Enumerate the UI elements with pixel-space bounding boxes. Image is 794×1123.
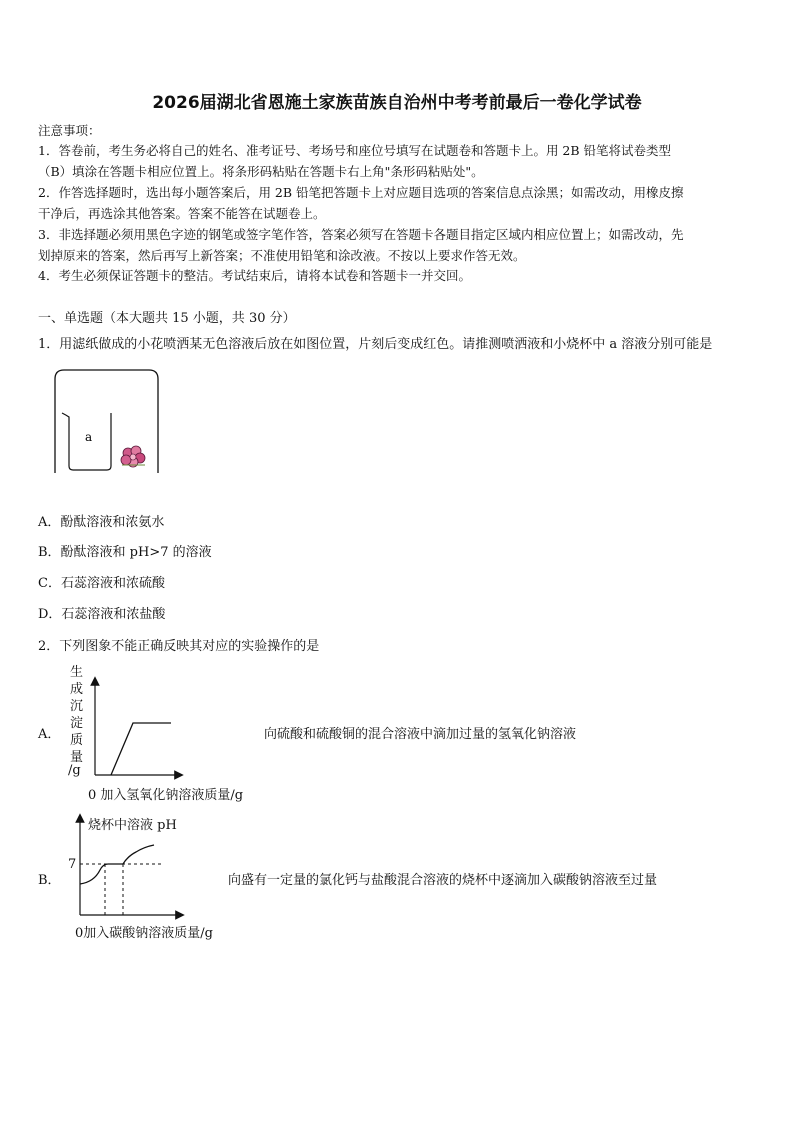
q2-b-xlabel: 0加入碳酸钠溶液质量/g	[75, 926, 213, 941]
notice-line: （B）填涂在答题卡相应位置上。将条形码粘贴在答题卡右上角"条形码粘贴处"。	[38, 164, 484, 179]
q1-option-d: D．石蕊溶液和浓盐酸	[38, 607, 166, 622]
ylabel-char: /g	[68, 763, 81, 778]
graph-a	[85, 675, 185, 780]
curve-a	[111, 723, 171, 775]
notice-heading: 注意事项：	[38, 123, 101, 138]
q1-option-c: C．石蕊溶液和浓硫酸	[38, 576, 165, 591]
q2-a-xlabel: 0 加入氢氧化钠溶液质量/g	[88, 788, 244, 803]
notice-line: 3．非选择题必须用黑色字迹的钢笔或签字笔作答，答案必须写在答题卡各题目指定区域内相应位置上；如需改动，先	[38, 227, 684, 242]
bell-jar-diagram	[50, 365, 165, 475]
question-1-stem: 1．用滤纸做成的小花喷洒某无色溶液后放在如图位置，片刻后变成红色。请推测喷洒液和小烧杯中 a 溶液分别可能是	[38, 337, 713, 352]
ylabel-char: 质	[70, 733, 84, 748]
q2-a-description: 向硫酸和硫酸铜的混合溶液中滴加过量的氢氧化钠溶液	[264, 727, 577, 742]
q2-option-b-letter: B．	[38, 873, 61, 888]
question-2-stem: 2．下列图象不能正确反映其对应的实验操作的是	[38, 639, 320, 654]
ylabel-char: 淀	[70, 716, 84, 731]
ylabel-char: 成	[70, 682, 84, 697]
section-heading: 一、单选题（本大题共 15 小题，共 30 分）	[38, 311, 296, 326]
ylabel-char: 量	[70, 750, 84, 765]
beaker-label: a	[85, 430, 93, 444]
q2-option-a-letter: A．	[38, 727, 61, 742]
paper-flower-icon	[121, 446, 145, 467]
notice-line: 2．作答选择题时，选出每小题答案后，用 2B 铅笔把答题卡上对应题目选项的答案信息点涂黑；如需改动，用橡皮擦	[38, 185, 684, 200]
notice-line: 划掉原来的答案，然后再写上新答案；不准使用铅笔和涂改液。不按以上要求作答无效。	[38, 248, 526, 263]
q1-option-b: B．酚酞溶液和 pH>7 的溶液	[38, 545, 212, 560]
ylabel-char: 生	[70, 665, 84, 680]
notice-line: 1．答卷前，考生务必将自己的姓名、准考证号、考场号和座位号填写在试题卷和答题卡上。用 2B 铅笔将试卷类型	[38, 143, 672, 158]
q2-b-ylabel: 烧杯中溶液 pH	[88, 818, 177, 833]
q2-b-ytick-7: 7	[68, 857, 77, 872]
notice-line: 干净后，再选涂其他答案。答案不能答在试题卷上。	[38, 206, 326, 221]
q1-option-a: A．酚酞溶液和浓氨水	[38, 515, 165, 530]
q2-b-description: 向盛有一定量的氯化钙与盐酸混合溶液的烧杯中逐滴加入碳酸钠溶液至过量	[228, 873, 658, 888]
notice-line: 4．考生必须保证答题卡的整洁。考试结束后，请将本试卷和答题卡一并交回。	[38, 268, 471, 283]
graph-b	[72, 812, 187, 922]
ylabel-char: 沉	[70, 699, 84, 714]
page-title: 2026届湖北省恩施土家族苗族自治州中考考前最后一卷化学试卷	[152, 93, 642, 113]
